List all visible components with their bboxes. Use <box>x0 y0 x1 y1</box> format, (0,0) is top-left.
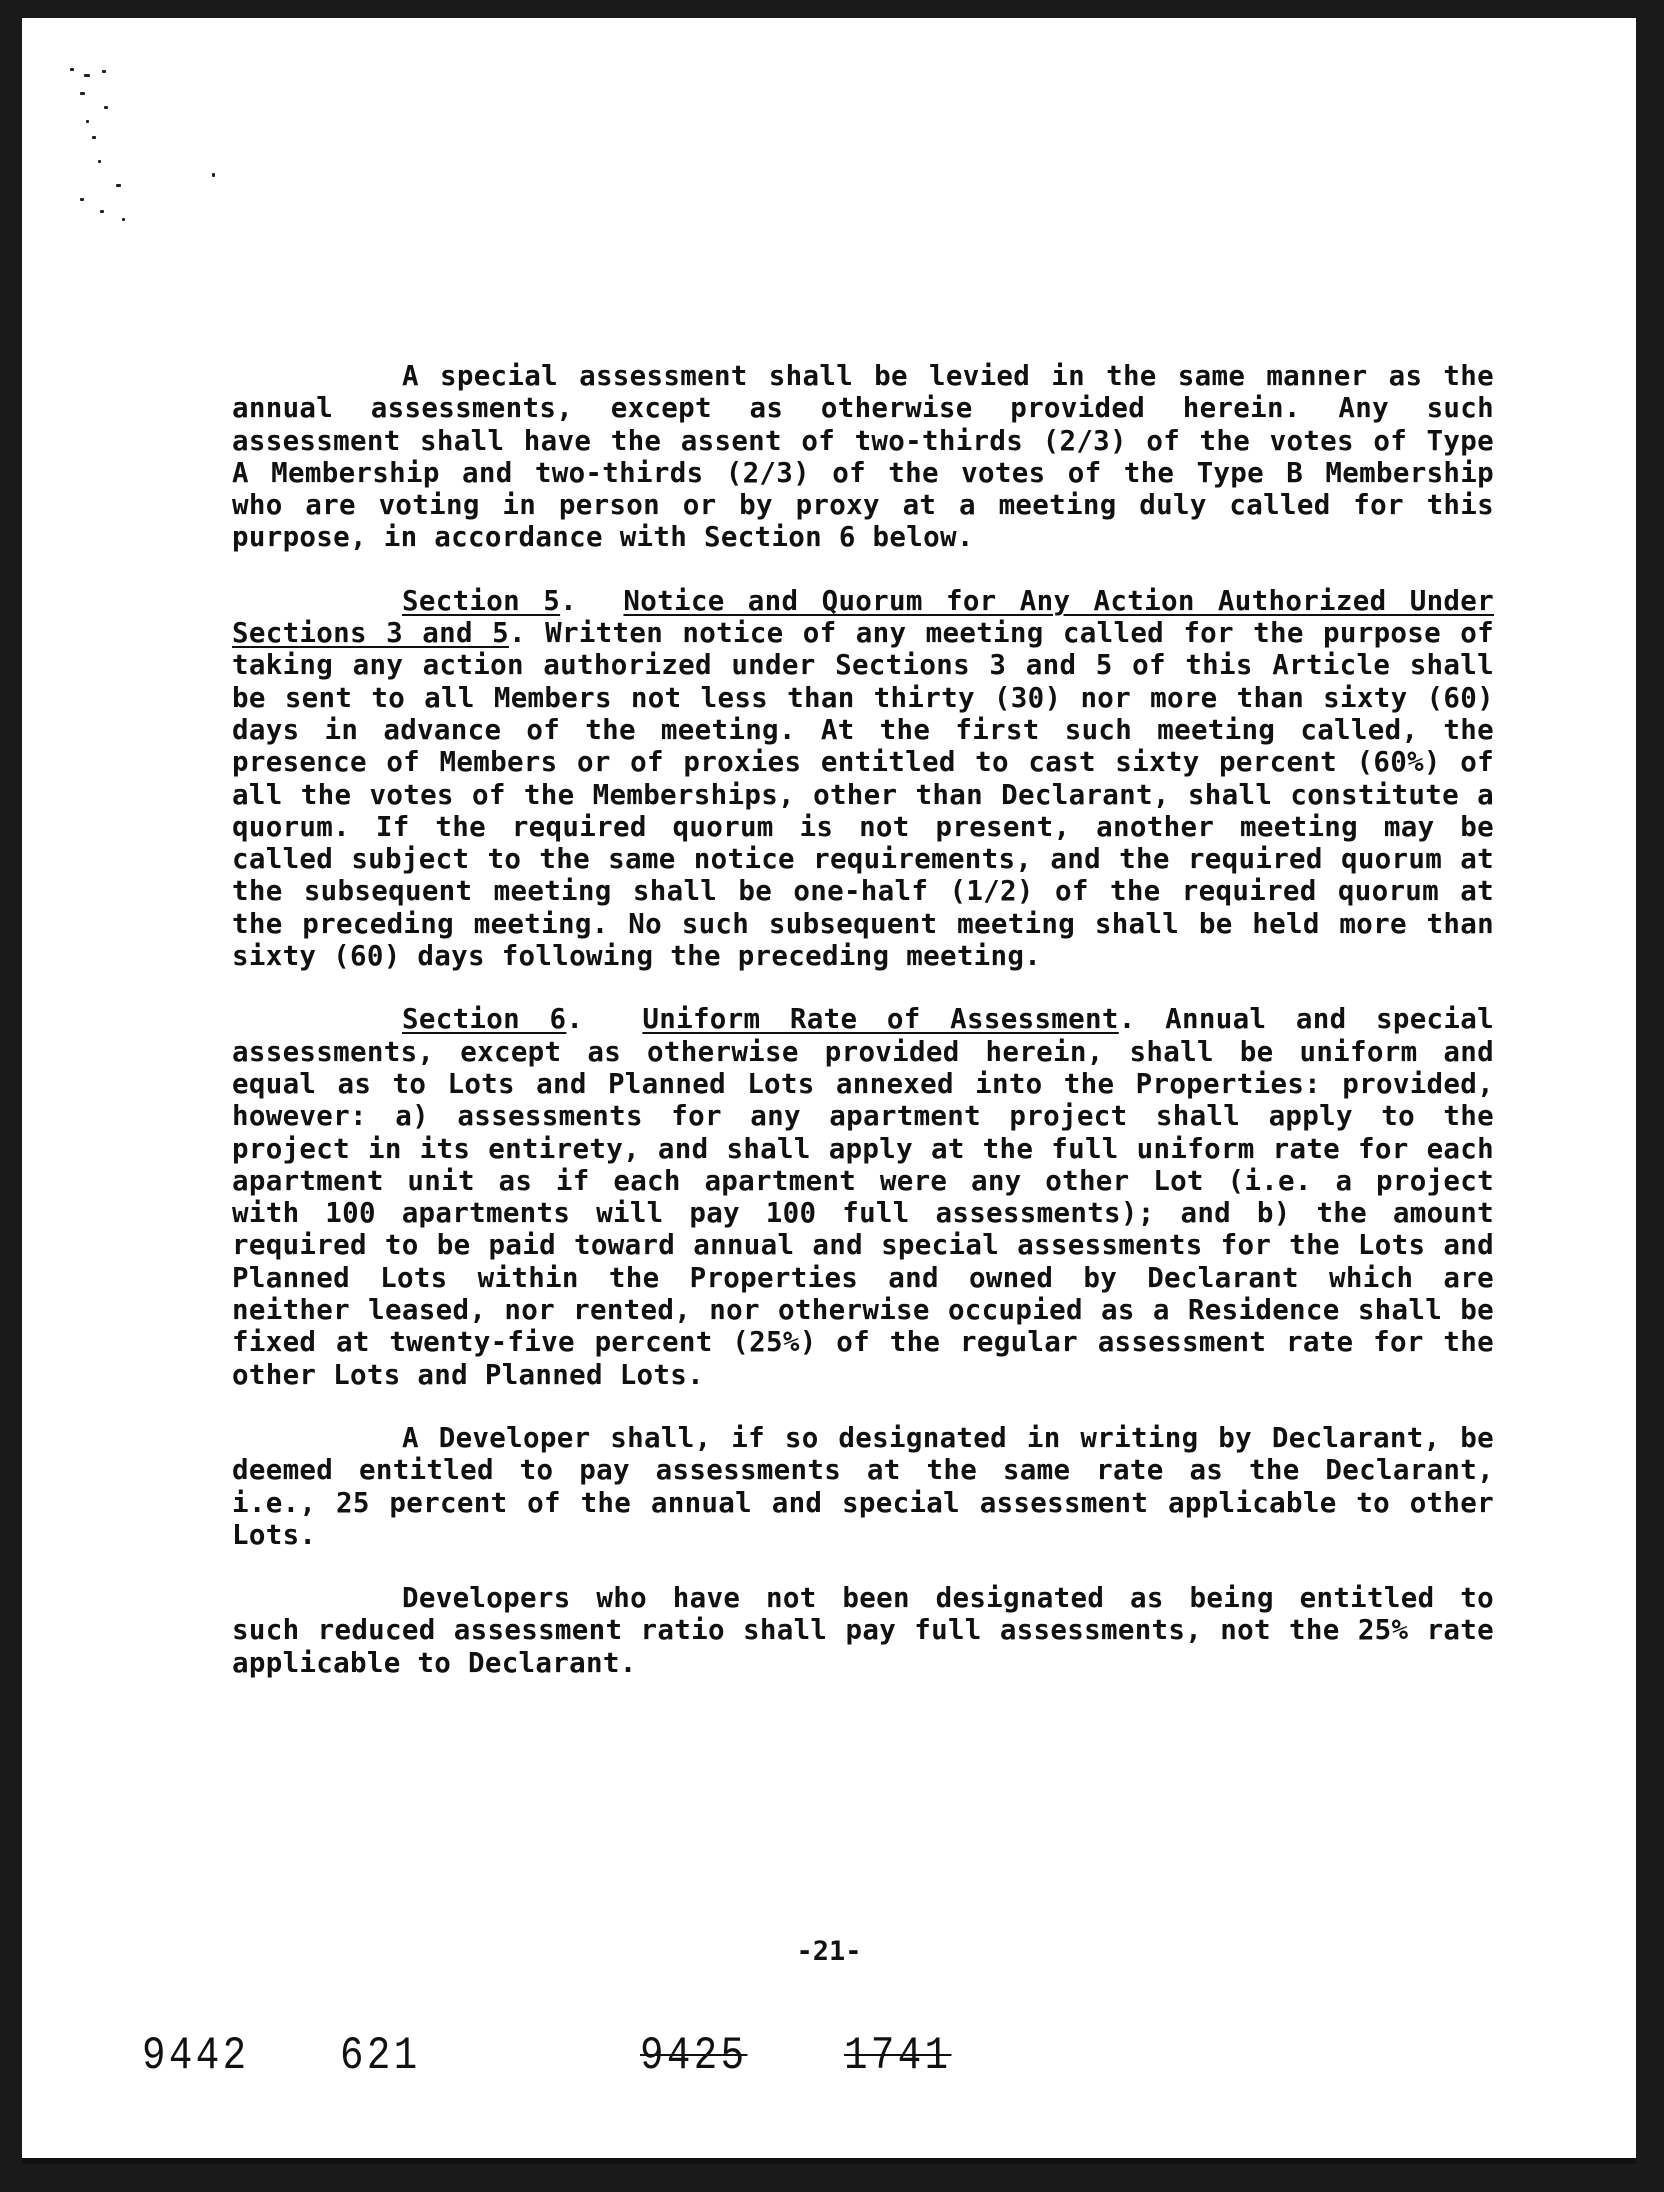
section-5-heading: Notice and Quorum for Any Action Authorized Under Sections 3 and 5 <box>232 584 1494 650</box>
recording-number-book: 9442 <box>142 2030 250 2082</box>
paragraph-text: Developers who have not been designated as being entitled to such reduced assessment ratio shall pay full assessments, not the 25% rate applicable to Declarant. <box>232 1582 1494 1679</box>
scan-speck <box>92 136 96 139</box>
scan-speck <box>70 68 74 71</box>
struck-recording-number-page: 1741 <box>844 2030 952 2082</box>
page-number: -21- <box>796 1936 862 1967</box>
section-5: Section 5. Notice and Quorum for Any Action Authorized Under Sections 3 and 5. Written notice of any meeting called for the purpose of taking any action authorized under Sections 3 and 5 of this Article shall be sent to all Members not less than thirty (30) nor more than sixty (60) days in advance of the meeting. At the first such meeting called, the presence of Members or of proxies entitled to cast sixty percent (60%) of all the votes of the Memberships, other than Declarant, shall constitute a quorum. If the required quorum is not present, another meeting may be called subject to the same notice requirements, and the required quorum at the subsequent meeting shall be one-half (1/2) of the required quorum at the preceding meeting. No such subsequent meeting shall be held more than sixty (60) days following the preceding meeting. <box>232 584 1494 973</box>
scan-edge <box>22 2158 1636 2164</box>
paragraph-text: A Developer shall, if so designated in writing by Declarant, be deemed entitled to pay assessments at the same rate as the Declarant, i.e., 25 percent of the annual and special assessment applicable to other Lots. <box>232 1421 1494 1551</box>
section-6: Section 6. Uniform Rate of Assessment. Annual and special assessments, except as otherwise provided herein, shall be uniform and equal as to Lots and Planned Lots annexed into the Properties: provided, however: a) assessments for any apartment project shall apply to the project in its entirety, and shall apply at the full uniform rate for each apartment unit as if each apartment were any other Lot (i.e. a project with 100 apartments will pay 100 full assessments); and b) the amount required to be paid toward annual and special assessments for the Lots and Planned Lots within the Properties and owned by Declarant which are neither leased, nor rented, nor otherwise occupied as a Residence shall be fixed at twenty-five percent (25%) of the regular assessment rate for the other Lots and Planned Lots. <box>232 1003 1494 1391</box>
paragraph-developers-not-designated <box>232 1582 1494 1679</box>
scan-speck <box>122 218 125 221</box>
scan-speck <box>98 160 101 163</box>
scan-speck <box>80 92 85 95</box>
recording-number-page: 621 <box>340 2030 421 2082</box>
scan-speck <box>212 173 215 177</box>
section-5-label: Section 5 <box>402 584 561 617</box>
scan-speck <box>104 106 108 109</box>
paragraph-developer <box>232 1422 1494 1551</box>
scan-speck <box>102 70 106 73</box>
scan-speck <box>86 120 89 123</box>
document-body <box>232 360 1494 1710</box>
section-5-body: Written notice of any meeting called for the purpose of taking any action authorized under Sections 3 and 5 of this Article shall be sent to all Members not less than thirty (30) nor more than sixty (60) days in advance of the meeting. At the first such meeting called, the presence of Members or of proxies entitled to cast sixty percent (60%) of all the votes of the Memberships, other than Declarant, shall constitute a quorum. If the required quorum is not present, another meeting may be called subject to the same notice requirements, and the required quorum at the subsequent meeting shall be one-half (1/2) of the required quorum at the preceding meeting. No such subsequent meeting shall be held more than sixty (60) days following the preceding meeting. <box>232 617 1494 973</box>
scan-speck <box>116 184 121 187</box>
scan-speck <box>100 210 104 213</box>
paragraph-text: A special assessment shall be levied in the same manner as the annual assessments, except as otherwise provided herein. Any such assessment shall have the assent of two-thirds (2/3) of the votes of Type A Membership and two-thirds (2/3) of the votes of the Type B Membership who are voting in person or by proxy at a meeting duly called for this purpose, in accordance with Section 6 below. <box>232 360 1494 554</box>
scan-speck <box>80 198 84 201</box>
section-6-label: Section 6 <box>402 1003 567 1036</box>
document-page <box>22 18 1636 2164</box>
scan-noise <box>62 48 222 248</box>
struck-recording-number-book: 9425 <box>640 2030 748 2082</box>
section-6-heading: Uniform Rate of Assessment <box>642 1003 1119 1036</box>
paragraph-special-assessment <box>232 360 1494 554</box>
section-6-body: Annual and special assessments, except as otherwise provided herein, shall be uniform and equal as to Lots and Planned Lots annexed into the Properties: provided, however: a) assessments for any apartment project shall apply to the project in its entirety, and shall apply at the full uniform rate for each apartment unit as if each apartment were any other Lot (i.e. a project with 100 apartments will pay 100 full assessments); and b) the amount required to be paid toward annual and special assessments for the Lots and Planned Lots within the Properties and owned by Declarant which are neither leased, nor rented, nor otherwise occupied as a Residence shall be fixed at twenty-five percent (25%) of the regular assessment rate for the other Lots and Planned Lots. <box>232 1003 1494 1391</box>
scan-speck <box>84 74 90 77</box>
